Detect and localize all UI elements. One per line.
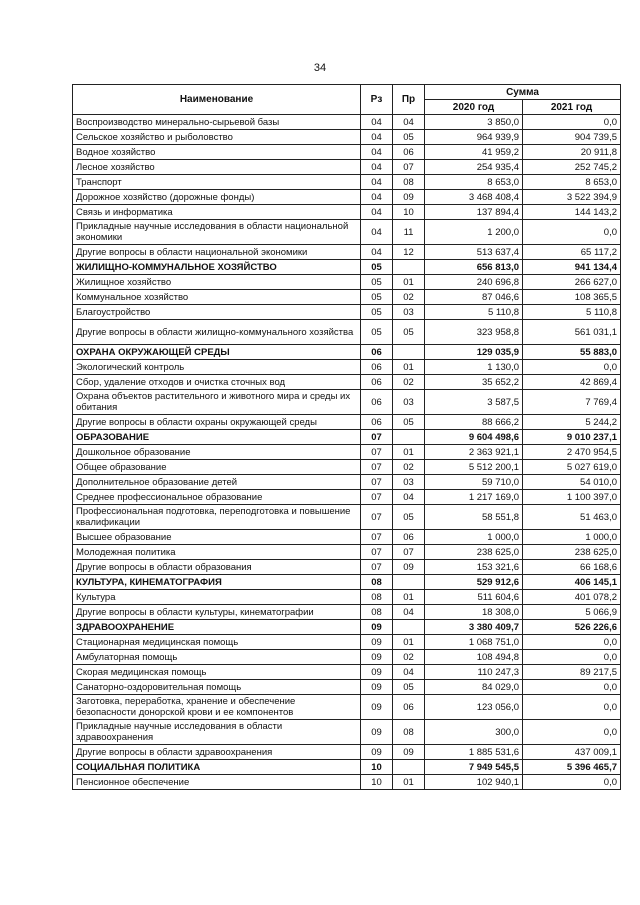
- row-name: Дошкольное образование: [73, 445, 361, 460]
- section-row: [73, 620, 621, 635]
- row-name: ЖИЛИЩНО-КОММУНАЛЬНОЕ ХОЗЯЙСТВО: [73, 260, 361, 275]
- table-row: [73, 220, 621, 245]
- header-sum: Сумма: [425, 85, 621, 100]
- row-amount-2021: 66 168,6: [523, 560, 621, 575]
- row-name: Другие вопросы в области культуры, кинематографии: [73, 605, 361, 620]
- row-amount-2021: 266 627,0: [523, 275, 621, 290]
- row-rz: 06: [361, 415, 393, 430]
- row-pr: 05: [393, 130, 425, 145]
- row-rz: 04: [361, 160, 393, 175]
- row-rz: 04: [361, 115, 393, 130]
- row-amount-2021: 0,0: [523, 695, 621, 720]
- table-row: [73, 445, 621, 460]
- row-amount-2020: 1 200,0: [425, 220, 523, 245]
- row-amount-2020: 18 308,0: [425, 605, 523, 620]
- row-rz: 07: [361, 505, 393, 530]
- row-rz: 05: [361, 290, 393, 305]
- row-amount-2020: 108 494,8: [425, 650, 523, 665]
- row-pr: 05: [393, 680, 425, 695]
- row-name: Другие вопросы в области жилищно-коммунального хозяйства: [73, 320, 361, 345]
- row-pr: 04: [393, 605, 425, 620]
- row-rz: 09: [361, 665, 393, 680]
- row-amount-2020: 102 940,1: [425, 775, 523, 790]
- row-rz: 04: [361, 205, 393, 220]
- table-row: [73, 590, 621, 605]
- row-amount-2020: 59 710,0: [425, 475, 523, 490]
- table-row: [73, 460, 621, 475]
- row-amount-2020: 300,0: [425, 720, 523, 745]
- table-row: [73, 190, 621, 205]
- row-amount-2021: 406 145,1: [523, 575, 621, 590]
- row-amount-2021: 0,0: [523, 775, 621, 790]
- row-amount-2020: 84 029,0: [425, 680, 523, 695]
- row-pr: 05: [393, 415, 425, 430]
- header-rz: Рз: [361, 85, 393, 115]
- row-amount-2020: 5 512 200,1: [425, 460, 523, 475]
- row-rz: 10: [361, 775, 393, 790]
- row-pr: 08: [393, 175, 425, 190]
- header-name: Наименование: [73, 85, 361, 115]
- row-rz: 05: [361, 275, 393, 290]
- row-name: Другие вопросы в области национальной экономики: [73, 245, 361, 260]
- row-name: Стационарная медицинская помощь: [73, 635, 361, 650]
- row-name: Водное хозяйство: [73, 145, 361, 160]
- table-row: [73, 145, 621, 160]
- row-amount-2021: 941 134,4: [523, 260, 621, 275]
- table-row: [73, 530, 621, 545]
- row-name: Другие вопросы в области охраны окружающей среды: [73, 415, 361, 430]
- row-amount-2021: 65 117,2: [523, 245, 621, 260]
- row-amount-2020: 511 604,6: [425, 590, 523, 605]
- row-amount-2020: 656 813,0: [425, 260, 523, 275]
- row-pr: 01: [393, 445, 425, 460]
- row-amount-2020: 3 587,5: [425, 390, 523, 415]
- row-pr: 09: [393, 190, 425, 205]
- row-amount-2021: 238 625,0: [523, 545, 621, 560]
- row-name: Заготовка, переработка, хранение и обеспечение безопасности донорской крови и ее компонентов: [73, 695, 361, 720]
- row-amount-2020: 529 912,6: [425, 575, 523, 590]
- row-amount-2020: 964 939,9: [425, 130, 523, 145]
- page-number: 34: [313, 62, 327, 74]
- row-amount-2020: 5 110,8: [425, 305, 523, 320]
- row-pr: 01: [393, 275, 425, 290]
- row-pr: 01: [393, 360, 425, 375]
- table-row: [73, 275, 621, 290]
- row-rz: 05: [361, 260, 393, 275]
- row-amount-2021: 3 522 394,9: [523, 190, 621, 205]
- row-rz: 07: [361, 560, 393, 575]
- section-row: [73, 345, 621, 360]
- row-rz: 07: [361, 460, 393, 475]
- row-name: Высшее образование: [73, 530, 361, 545]
- row-name: Дополнительное образование детей: [73, 475, 361, 490]
- row-rz: 07: [361, 545, 393, 560]
- table-row: [73, 160, 621, 175]
- row-amount-2021: 5 396 465,7: [523, 760, 621, 775]
- row-amount-2021: 401 078,2: [523, 590, 621, 605]
- row-amount-2020: 153 321,6: [425, 560, 523, 575]
- row-amount-2020: 3 380 409,7: [425, 620, 523, 635]
- row-pr: 04: [393, 115, 425, 130]
- row-amount-2020: 7 949 545,5: [425, 760, 523, 775]
- row-rz: 06: [361, 345, 393, 360]
- row-rz: 06: [361, 375, 393, 390]
- row-pr: 06: [393, 695, 425, 720]
- row-pr: 10: [393, 205, 425, 220]
- row-name: Воспроизводство минерально-сырьевой базы: [73, 115, 361, 130]
- row-amount-2021: 5 066,9: [523, 605, 621, 620]
- row-rz: 04: [361, 145, 393, 160]
- row-amount-2021: 5 110,8: [523, 305, 621, 320]
- row-name: ОХРАНА ОКРУЖАЮЩЕЙ СРЕДЫ: [73, 345, 361, 360]
- row-amount-2021: 5 027 619,0: [523, 460, 621, 475]
- row-name: Культура: [73, 590, 361, 605]
- row-amount-2021: 54 010,0: [523, 475, 621, 490]
- table-row: [73, 775, 621, 790]
- row-amount-2020: 41 959,2: [425, 145, 523, 160]
- row-name: Охрана объектов растительного и животного мира и среды их обитания: [73, 390, 361, 415]
- row-amount-2021: 20 911,8: [523, 145, 621, 160]
- row-rz: 09: [361, 680, 393, 695]
- table-row: [73, 490, 621, 505]
- row-amount-2021: 904 739,5: [523, 130, 621, 145]
- row-name: ОБРАЗОВАНИЕ: [73, 430, 361, 445]
- row-amount-2020: 3 850,0: [425, 115, 523, 130]
- row-amount-2021: 1 100 397,0: [523, 490, 621, 505]
- row-pr: 03: [393, 390, 425, 415]
- section-row: [73, 575, 621, 590]
- row-pr: 02: [393, 460, 425, 475]
- row-name: Скорая медицинская помощь: [73, 665, 361, 680]
- row-pr: 07: [393, 545, 425, 560]
- row-name: Пенсионное обеспечение: [73, 775, 361, 790]
- row-pr: [393, 620, 425, 635]
- row-rz: 10: [361, 760, 393, 775]
- row-amount-2021: 252 745,2: [523, 160, 621, 175]
- row-name: Дорожное хозяйство (дорожные фонды): [73, 190, 361, 205]
- table-row: [73, 375, 621, 390]
- section-row: [73, 760, 621, 775]
- row-rz: 05: [361, 305, 393, 320]
- row-pr: 02: [393, 290, 425, 305]
- row-name: Сельское хозяйство и рыболовство: [73, 130, 361, 145]
- row-rz: 09: [361, 695, 393, 720]
- row-pr: 12: [393, 245, 425, 260]
- row-amount-2020: 254 935,4: [425, 160, 523, 175]
- row-amount-2020: 1 885 531,6: [425, 745, 523, 760]
- row-pr: 03: [393, 475, 425, 490]
- row-pr: 03: [393, 305, 425, 320]
- row-pr: 02: [393, 650, 425, 665]
- row-amount-2020: 240 696,8: [425, 275, 523, 290]
- row-name: КУЛЬТУРА, КИНЕМАТОГРАФИЯ: [73, 575, 361, 590]
- budget-table: [72, 84, 621, 790]
- row-rz: 07: [361, 490, 393, 505]
- table-row: [73, 475, 621, 490]
- table-row: [73, 560, 621, 575]
- row-pr: 06: [393, 530, 425, 545]
- row-amount-2021: 89 217,5: [523, 665, 621, 680]
- row-pr: 01: [393, 775, 425, 790]
- row-amount-2020: 323 958,8: [425, 320, 523, 345]
- row-rz: 05: [361, 320, 393, 345]
- row-amount-2020: 1 000,0: [425, 530, 523, 545]
- row-name: Лесное хозяйство: [73, 160, 361, 175]
- row-pr: 05: [393, 505, 425, 530]
- row-name: ЗДРАВООХРАНЕНИЕ: [73, 620, 361, 635]
- row-amount-2020: 123 056,0: [425, 695, 523, 720]
- row-amount-2021: 8 653,0: [523, 175, 621, 190]
- row-rz: 06: [361, 390, 393, 415]
- table-row: [73, 695, 621, 720]
- header-year-2020: 2020 год: [425, 100, 523, 115]
- row-amount-2021: 561 031,1: [523, 320, 621, 345]
- row-rz: 07: [361, 445, 393, 460]
- table-row: [73, 290, 621, 305]
- row-name: Экологический контроль: [73, 360, 361, 375]
- row-amount-2020: 137 894,4: [425, 205, 523, 220]
- table-row: [73, 605, 621, 620]
- row-amount-2021: 0,0: [523, 635, 621, 650]
- row-rz: 07: [361, 430, 393, 445]
- row-amount-2020: 9 604 498,6: [425, 430, 523, 445]
- row-rz: 08: [361, 590, 393, 605]
- row-amount-2020: 513 637,4: [425, 245, 523, 260]
- row-amount-2021: 1 000,0: [523, 530, 621, 545]
- table-row: [73, 130, 621, 145]
- row-name: Транспорт: [73, 175, 361, 190]
- row-amount-2020: 129 035,9: [425, 345, 523, 360]
- table-row: [73, 360, 621, 375]
- row-name: Профессиональная подготовка, переподготовка и повышение квалификации: [73, 505, 361, 530]
- row-amount-2020: 1 130,0: [425, 360, 523, 375]
- table-body: [73, 115, 621, 790]
- section-row: [73, 430, 621, 445]
- row-amount-2021: 0,0: [523, 680, 621, 695]
- row-amount-2020: 87 046,6: [425, 290, 523, 305]
- section-row: [73, 260, 621, 275]
- row-amount-2021: 0,0: [523, 360, 621, 375]
- table-row: [73, 635, 621, 650]
- row-pr: 02: [393, 375, 425, 390]
- table-row: [73, 115, 621, 130]
- row-name: Молодежная политика: [73, 545, 361, 560]
- row-rz: 09: [361, 745, 393, 760]
- row-name: Жилищное хозяйство: [73, 275, 361, 290]
- row-pr: 04: [393, 665, 425, 680]
- row-pr: 06: [393, 145, 425, 160]
- row-pr: 09: [393, 745, 425, 760]
- row-rz: 04: [361, 190, 393, 205]
- table-row: [73, 305, 621, 320]
- row-pr: [393, 575, 425, 590]
- row-amount-2021: 0,0: [523, 720, 621, 745]
- row-name: Санаторно-оздоровительная помощь: [73, 680, 361, 695]
- row-rz: 06: [361, 360, 393, 375]
- table-row: [73, 650, 621, 665]
- row-name: Благоустройство: [73, 305, 361, 320]
- row-amount-2021: 2 470 954,5: [523, 445, 621, 460]
- row-amount-2021: 526 226,6: [523, 620, 621, 635]
- table-row: [73, 390, 621, 415]
- row-amount-2020: 1 068 751,0: [425, 635, 523, 650]
- row-pr: [393, 345, 425, 360]
- row-amount-2020: 8 653,0: [425, 175, 523, 190]
- table-row: [73, 175, 621, 190]
- table-row: [73, 320, 621, 345]
- row-amount-2021: 0,0: [523, 650, 621, 665]
- row-rz: 09: [361, 650, 393, 665]
- row-pr: [393, 430, 425, 445]
- table-row: [73, 665, 621, 680]
- row-amount-2021: 55 883,0: [523, 345, 621, 360]
- row-pr: [393, 260, 425, 275]
- row-rz: 04: [361, 245, 393, 260]
- table-row: [73, 245, 621, 260]
- row-name: Прикладные научные исследования в области здравоохранения: [73, 720, 361, 745]
- row-rz: 04: [361, 220, 393, 245]
- row-rz: 09: [361, 620, 393, 635]
- row-amount-2020: 1 217 169,0: [425, 490, 523, 505]
- row-rz: 07: [361, 475, 393, 490]
- row-name: Сбор, удаление отходов и очистка сточных вод: [73, 375, 361, 390]
- row-pr: 05: [393, 320, 425, 345]
- table-row: [73, 720, 621, 745]
- table-row: [73, 680, 621, 695]
- row-amount-2021: 108 365,5: [523, 290, 621, 305]
- row-rz: 04: [361, 130, 393, 145]
- table-row: [73, 545, 621, 560]
- table-row: [73, 505, 621, 530]
- row-rz: 07: [361, 530, 393, 545]
- row-pr: 07: [393, 160, 425, 175]
- row-pr: 11: [393, 220, 425, 245]
- row-rz: 09: [361, 720, 393, 745]
- row-amount-2020: 3 468 408,4: [425, 190, 523, 205]
- row-pr: 09: [393, 560, 425, 575]
- row-amount-2021: 42 869,4: [523, 375, 621, 390]
- row-amount-2021: 437 009,1: [523, 745, 621, 760]
- row-pr: 08: [393, 720, 425, 745]
- row-amount-2021: 51 463,0: [523, 505, 621, 530]
- table-row: [73, 205, 621, 220]
- row-rz: 08: [361, 575, 393, 590]
- row-amount-2021: 0,0: [523, 220, 621, 245]
- row-amount-2021: 5 244,2: [523, 415, 621, 430]
- row-amount-2021: 9 010 237,1: [523, 430, 621, 445]
- header-pr: Пр: [393, 85, 425, 115]
- row-amount-2020: 238 625,0: [425, 545, 523, 560]
- header-year-2021: 2021 год: [523, 100, 621, 115]
- row-pr: 01: [393, 635, 425, 650]
- row-name: Связь и информатика: [73, 205, 361, 220]
- row-name: Другие вопросы в области образования: [73, 560, 361, 575]
- row-amount-2021: 144 143,2: [523, 205, 621, 220]
- row-pr: 04: [393, 490, 425, 505]
- row-pr: [393, 760, 425, 775]
- row-name: Прикладные научные исследования в области национальной экономики: [73, 220, 361, 245]
- table-row: [73, 415, 621, 430]
- row-name: Общее образование: [73, 460, 361, 475]
- row-amount-2020: 88 666,2: [425, 415, 523, 430]
- row-rz: 08: [361, 605, 393, 620]
- row-name: СОЦИАЛЬНАЯ ПОЛИТИКА: [73, 760, 361, 775]
- row-name: Другие вопросы в области здравоохранения: [73, 745, 361, 760]
- row-name: Амбулаторная помощь: [73, 650, 361, 665]
- row-amount-2020: 110 247,3: [425, 665, 523, 680]
- row-rz: 04: [361, 175, 393, 190]
- row-rz: 09: [361, 635, 393, 650]
- row-name: Среднее профессиональное образование: [73, 490, 361, 505]
- table-header: [73, 85, 621, 115]
- row-amount-2020: 35 652,2: [425, 375, 523, 390]
- table-row: [73, 745, 621, 760]
- row-amount-2020: 2 363 921,1: [425, 445, 523, 460]
- row-amount-2021: 7 769,4: [523, 390, 621, 415]
- row-amount-2021: 0,0: [523, 115, 621, 130]
- row-amount-2020: 58 551,8: [425, 505, 523, 530]
- row-pr: 01: [393, 590, 425, 605]
- row-name: Коммунальное хозяйство: [73, 290, 361, 305]
